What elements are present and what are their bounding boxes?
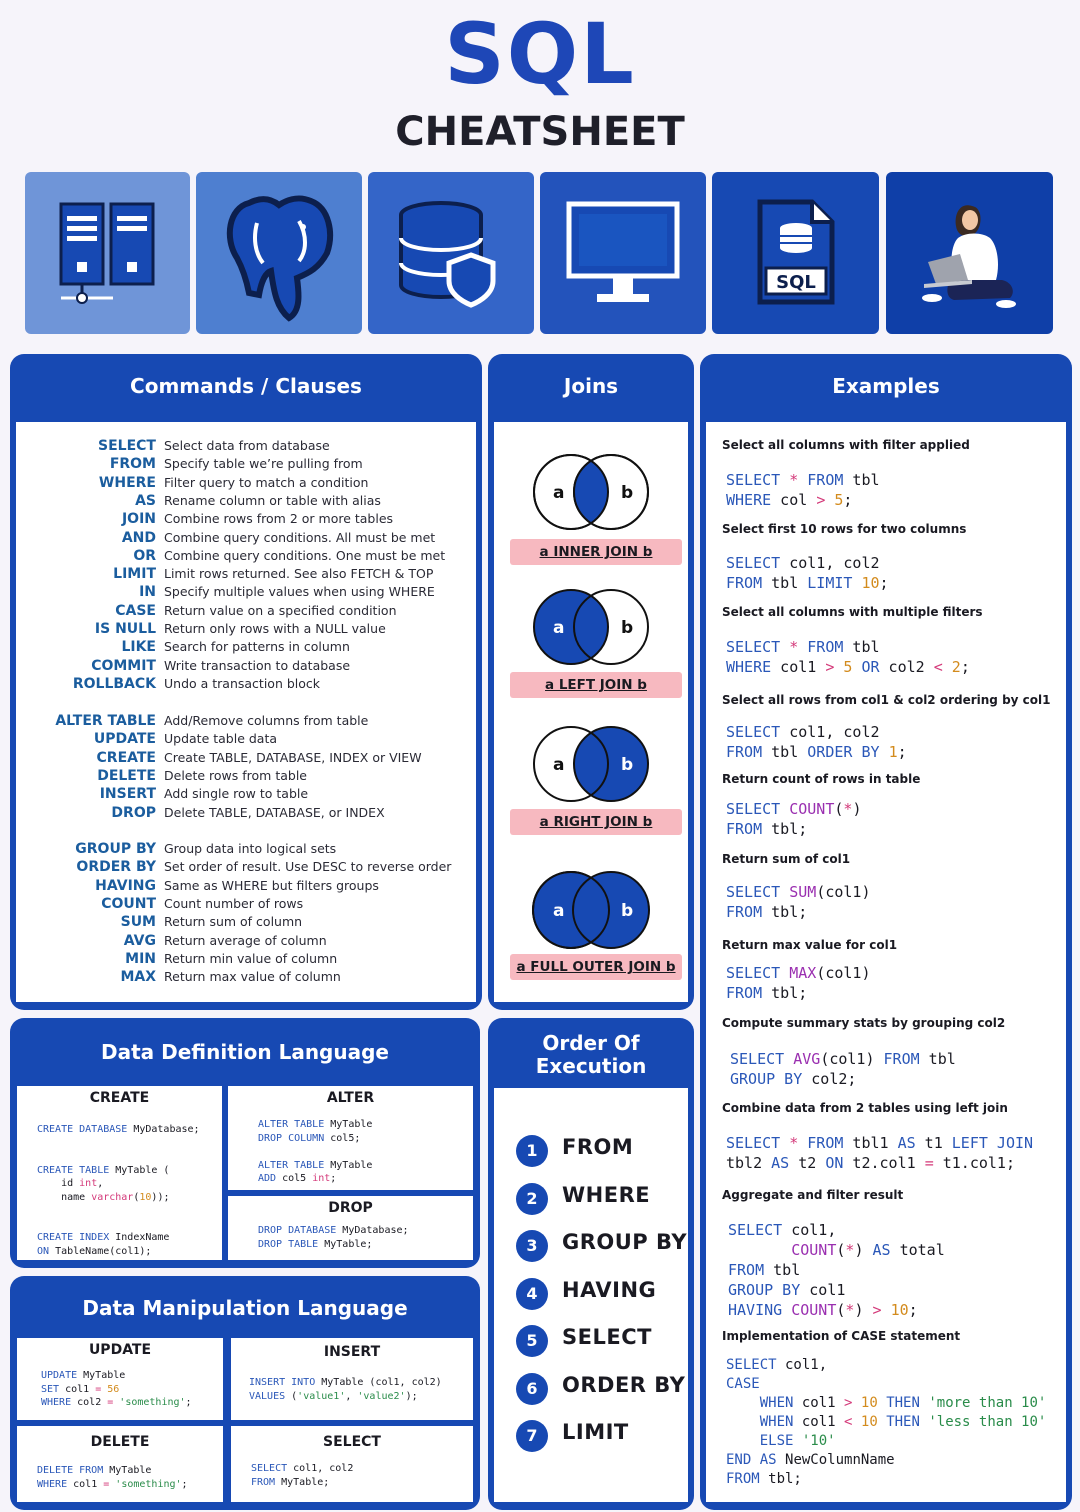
command-description: Select data from database (164, 438, 330, 453)
command-row (16, 749, 476, 767)
command-row (16, 510, 476, 528)
command-description: Add single row to table (164, 786, 309, 802)
example-code: SELECT * FROM tbl WHERE col1 > 5 OR col2 < 2; (726, 638, 970, 676)
left-a: a (553, 618, 565, 638)
right-join-diagram (531, 724, 651, 804)
sql-file-icon (746, 198, 846, 308)
command-keyword: WHERE (98, 474, 156, 491)
order-title (488, 1032, 694, 1078)
order-step-number: 2 (516, 1183, 548, 1215)
command-keyword: IN (139, 584, 156, 601)
command-keyword: IS NULL (94, 621, 156, 637)
command-description: Return value on a specified condition (164, 602, 397, 618)
dml-delete-box (17, 1426, 223, 1502)
command-keyword: LIKE (121, 639, 156, 656)
command-description: Delete TABLE, DATABASE, or INDEX (164, 804, 385, 820)
command-description: Filter query to match a condition (164, 474, 369, 490)
command-description: Write transaction to database (164, 657, 351, 673)
command-row (16, 547, 476, 565)
example-code: SELECT col1, col2 FROM tbl ORDER BY 1; (726, 723, 907, 761)
examples-panel (700, 354, 1072, 1510)
command-description: Search for patterns in column (164, 639, 350, 655)
command-keyword: COUNT (101, 895, 156, 912)
dml-update-title: UPDATE (88, 1342, 152, 1358)
command-row (16, 877, 476, 895)
database-shield-icon (391, 193, 511, 313)
tile-monitor (540, 172, 706, 334)
example-code: SELECT * FROM tbl1 AS t1 LEFT JOIN tbl2 AS t2 ON t2.col1 = t1.col1; (726, 1134, 1034, 1172)
example-title: Aggregate and filter result (722, 1188, 904, 1202)
command-row (16, 657, 476, 675)
postgres-elephant-icon (219, 183, 339, 323)
command-row (16, 804, 476, 822)
command-keyword: COMMIT (91, 657, 156, 674)
command-row (16, 858, 476, 876)
command-keyword: JOIN (121, 511, 156, 528)
command-keyword: SELECT (98, 438, 156, 454)
ddl-drop-title: DROP (328, 1200, 373, 1216)
server-icon (53, 198, 163, 308)
left-join-diagram (531, 587, 651, 667)
command-description: Limit rows returned. See also FETCH & TOP (164, 566, 434, 582)
ddl-title: Data Definition Language (101, 1040, 389, 1064)
command-description: Set order of result. Use DESC to reverse order (164, 859, 452, 875)
command-row (16, 730, 476, 748)
order-step-label: ORDER BY (562, 1372, 686, 1397)
command-description: Update table data (164, 731, 278, 747)
command-row (16, 950, 476, 968)
command-row (16, 437, 476, 455)
example-code: SELECT COUNT(*) FROM tbl; (726, 800, 862, 838)
command-description: Combine query conditions. All must be met (164, 529, 436, 545)
example-code: SELECT col1, CASE WHEN col1 > 10 THEN 'more than 10' WHEN col1 < 10 THEN 'less than 10' ELSE '10' END AS NewColumnName FROM tbl; (726, 1357, 1047, 1487)
dml-select-title: SELECT (323, 1434, 381, 1450)
example-title: Select all columns with filter applied (722, 438, 970, 452)
ddl-alter-code: ALTER TABLE MyTable DROP COLUMN col5; ALTER TABLE MyTable ADD col5 int; (258, 1119, 373, 1184)
dml-insert-box (231, 1338, 473, 1420)
command-description: Specify table we’re pulling from (164, 456, 363, 472)
tile-sql-file (712, 172, 879, 334)
ddl-alter-box (228, 1086, 473, 1190)
ddl-alter-title: ALTER (326, 1090, 375, 1106)
command-keyword: MIN (125, 950, 156, 967)
full-b: b (621, 901, 634, 921)
command-keyword: CASE (115, 602, 156, 619)
example-title: Select all rows from col1 & col2 ordering by col1 (722, 693, 1051, 707)
command-keyword: ROLLBACK (72, 675, 156, 692)
examples-body (706, 422, 1066, 1502)
full-join-diagram (529, 868, 653, 952)
inner-join-diagram (531, 452, 651, 532)
order-step-label: WHERE (562, 1182, 651, 1207)
command-keyword: OR (133, 547, 156, 564)
right-a: a (553, 755, 565, 775)
example-code: SELECT MAX(col1) FROM tbl; (726, 964, 871, 1002)
command-description: Combine query conditions. One must be met (164, 547, 446, 563)
order-step-label: HAVING (562, 1277, 657, 1302)
example-title: Implementation of CASE statement (722, 1329, 961, 1343)
order-step-number: 6 (516, 1373, 548, 1405)
command-description: Specify multiple values when using WHERE (164, 584, 435, 600)
order-step-label: GROUP BY (562, 1230, 688, 1254)
page-title: SQL (444, 5, 636, 103)
commands-panel (10, 354, 482, 1010)
ddl-panel (10, 1018, 480, 1268)
command-keyword: INSERT (99, 786, 156, 803)
order-step-number: 1 (516, 1135, 548, 1167)
command-description: Return max value of column (164, 969, 341, 985)
left-b: b (621, 618, 634, 638)
joins-title: Joins (563, 374, 619, 398)
command-row (16, 785, 476, 803)
dml-delete-title: DELETE (90, 1434, 150, 1450)
full-a: a (553, 901, 565, 921)
tile-person (886, 172, 1053, 334)
command-row (16, 492, 476, 510)
command-description: Group data into logical sets (164, 841, 337, 856)
example-title: Select first 10 rows for two columns (722, 522, 967, 536)
order-step-label: SELECT (562, 1325, 652, 1349)
example-code: SELECT col1, col2 FROM tbl LIMIT 10; (726, 554, 889, 592)
command-row (16, 840, 476, 858)
command-row (16, 474, 476, 492)
order-step-number: 5 (516, 1325, 548, 1357)
example-title: Return sum of col1 (722, 852, 851, 866)
page-subtitle: CHEATSHEET (395, 109, 685, 155)
command-description: Create TABLE, DATABASE, INDEX or VIEW (164, 749, 422, 765)
command-keyword: CREATE (96, 749, 156, 766)
command-description: Delete rows from table (164, 767, 307, 783)
tile-database (368, 172, 534, 334)
command-keyword: HAVING (95, 877, 156, 894)
order-step-number: 3 (516, 1230, 548, 1262)
command-keyword: ORDER BY (76, 859, 156, 876)
command-row (16, 638, 476, 656)
dml-title: Data Manipulation Language (82, 1296, 408, 1320)
example-title: Compute summary stats by grouping col2 (722, 1016, 1006, 1030)
command-keyword: SUM (120, 914, 156, 931)
dml-select-box (231, 1426, 473, 1502)
dml-panel (10, 1276, 480, 1510)
command-description: Undo a transaction block (164, 675, 321, 691)
ddl-create-title: CREATE (89, 1090, 150, 1106)
command-row (16, 767, 476, 785)
person-laptop-icon (910, 188, 1030, 318)
right-b: b (621, 755, 634, 775)
example-title: Return count of rows in table (722, 772, 921, 786)
tile-postgres (196, 172, 362, 334)
commands-title: Commands / Clauses (130, 374, 362, 398)
example-code: SELECT SUM(col1) FROM tbl; (726, 883, 871, 921)
command-keyword: DROP (111, 804, 156, 821)
examples-title: Examples (832, 374, 940, 398)
inner-b: b (621, 483, 634, 503)
command-keyword: AND (121, 529, 156, 546)
dml-select-code: SELECT col1, col2 FROM MyTable; (251, 1463, 354, 1488)
command-keyword: DELETE (97, 767, 156, 784)
command-row (16, 620, 476, 638)
order-steps (494, 1088, 688, 1502)
command-keyword: AS (135, 492, 156, 509)
command-keyword: AVG (123, 932, 156, 949)
order-step-label: LIMIT (562, 1420, 629, 1444)
left-join-label: a LEFT JOIN b (510, 672, 682, 698)
example-code: SELECT AVG(col1) FROM tbl GROUP BY col2; (730, 1050, 956, 1088)
order-body (494, 1088, 688, 1502)
order-step-label: FROM (562, 1135, 634, 1159)
command-description: Return only rows with a NULL value (164, 621, 386, 636)
svg-text:SQL: SQL (775, 272, 816, 293)
command-row (16, 712, 476, 730)
dml-insert-code: INSERT INTO MyTable (col1, col2) VALUES ('value1', 'value2'); (249, 1377, 442, 1402)
command-keyword: UPDATE (93, 731, 156, 748)
command-row (16, 565, 476, 583)
command-keyword: ALTER TABLE (55, 713, 156, 729)
command-description: Rename column or table with alias (164, 492, 381, 508)
command-description: Return min value of column (164, 950, 338, 966)
order-title-line1: Order Of (542, 1031, 640, 1055)
dml-update-code: UPDATE MyTable SET col1 = 56 WHERE col2 = 'something'; (41, 1370, 192, 1408)
command-row (16, 583, 476, 601)
example-title: Combine data from 2 tables using left join (722, 1101, 1008, 1115)
command-keyword: GROUP BY (75, 841, 156, 857)
command-description: Add/Remove columns from table (164, 713, 369, 728)
command-description: Same as WHERE but filters groups (164, 877, 379, 893)
example-code: SELECT col1, COUNT(*) AS total FROM tbl GROUP BY col1 HAVING COUNT(*) > 10; (728, 1221, 945, 1319)
joins-body (494, 422, 688, 1002)
right-join-label: a RIGHT JOIN b (510, 809, 682, 835)
command-row (16, 675, 476, 693)
command-row (16, 895, 476, 913)
command-description: Count number of rows (164, 895, 304, 911)
command-description: Return sum of column (164, 914, 303, 930)
example-code: SELECT * FROM tbl WHERE col > 5; (726, 471, 880, 509)
commands-body (16, 422, 476, 1002)
command-row (16, 968, 476, 986)
command-description: Combine rows from 2 or more tables (164, 511, 394, 527)
example-title: Select all columns with multiple filters (722, 605, 983, 619)
ddl-create-code: CREATE DATABASE MyDatabase; CREATE TABLE MyTable ( id int, name varchar(10)); CREATE INDEX IndexName ON TableName(col1); (37, 1124, 200, 1257)
dml-update-box (17, 1338, 223, 1420)
order-title-line2: Execution (535, 1054, 647, 1078)
inner-a: a (553, 483, 565, 503)
order-step-number: 4 (516, 1278, 548, 1310)
dml-delete-code: DELETE FROM MyTable WHERE col1 = 'something'; (37, 1465, 188, 1490)
tile-server (25, 172, 190, 334)
full-join-label: a FULL OUTER JOIN b (510, 954, 682, 980)
command-keyword: MAX (120, 969, 156, 986)
command-row (16, 529, 476, 547)
ddl-drop-code: DROP DATABASE MyDatabase; DROP TABLE MyTable; (258, 1225, 409, 1250)
command-keyword: FROM (109, 456, 156, 473)
command-row (16, 913, 476, 931)
command-keyword: LIMIT (113, 566, 156, 583)
joins-panel (488, 354, 694, 1010)
command-row (16, 455, 476, 473)
command-row (16, 932, 476, 950)
ddl-drop-box (228, 1196, 473, 1260)
example-title: Return max value for col1 (722, 938, 898, 952)
inner-join-label: a INNER JOIN b (510, 539, 682, 565)
dml-insert-title: INSERT (323, 1344, 381, 1360)
order-step-number: 7 (516, 1420, 548, 1452)
order-panel (488, 1018, 694, 1510)
monitor-icon (563, 198, 683, 308)
command-description: Return average of column (164, 932, 327, 948)
command-row (16, 602, 476, 620)
ddl-create-box (17, 1086, 222, 1260)
